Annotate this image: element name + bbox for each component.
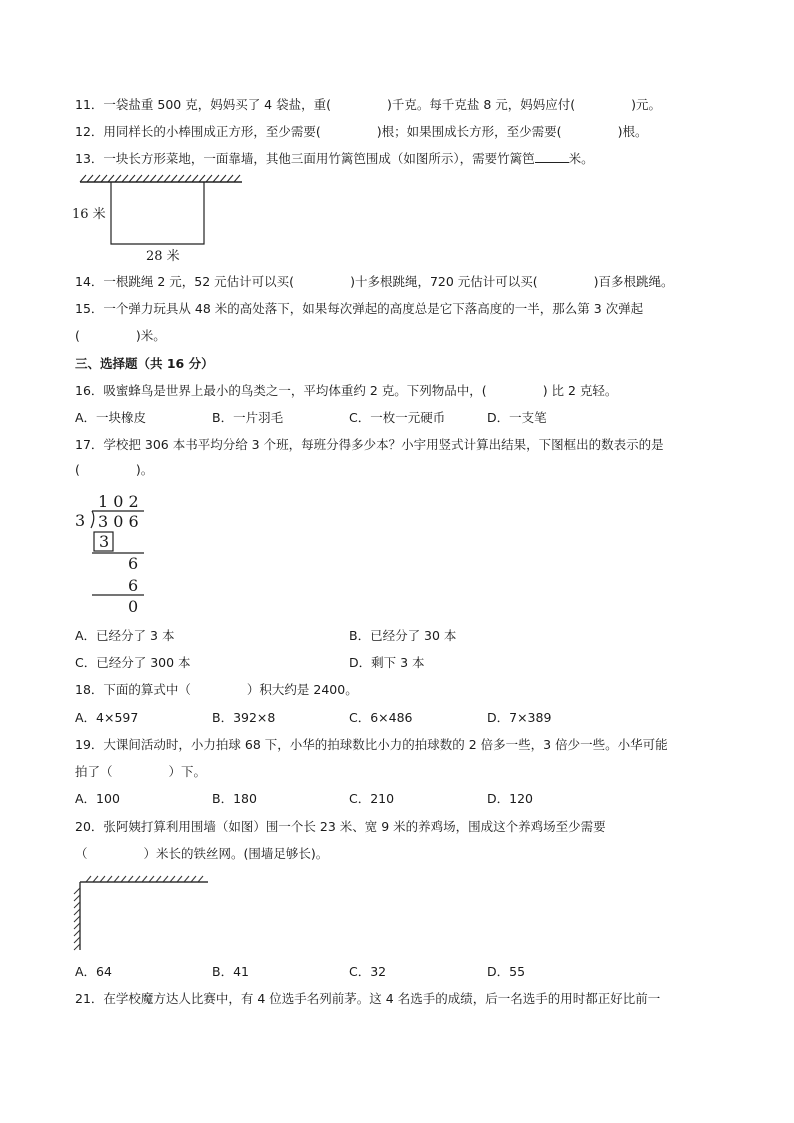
option-d[interactable]: D．55 — [487, 964, 526, 979]
long-division-figure — [70, 490, 160, 618]
question-17: 17．学校把 306 本书平均分给 3 个班，每班分得多少本？小宇用竖式计算出结果，下图框出的数表示的是 — [75, 437, 664, 452]
option-b[interactable]: B．一片羽毛 — [212, 410, 284, 425]
boxed-number: 3 — [99, 532, 110, 551]
option-a[interactable]: A．4×597 — [75, 710, 139, 725]
question-13: 13．一块长方形菜地，一面靠墙，其他三面用竹篱笆围成（如图所示），需要竹篱笆 米。 — [75, 151, 594, 166]
question-21: 21．在学校魔方达人比赛中，有 4 位选手名列前茅。这 4 名选手的成绩，后一名选手的用时都正好比前一 — [75, 991, 661, 1006]
question-14: 14．一根跳绳 2 元，52 元估计可以买( )十多根跳绳，720 元估计可以买( )百多根跳绳。 — [75, 274, 674, 289]
option-a[interactable]: A．一块橡皮 — [75, 410, 147, 425]
question-15: 15．一个弹力玩具从 48 米的高处落下，如果每次弹起的高度总是它下落高度的一半，那么第 3 次弹起 — [75, 301, 644, 316]
option-b[interactable]: B．392×8 — [212, 710, 276, 725]
option-d[interactable]: D．一支笔 — [487, 410, 547, 425]
wall-hatching — [80, 175, 242, 182]
option-d[interactable]: D．7×389 — [487, 710, 552, 725]
question-18: 18．下面的算式中（ ）积大约是 2400。 — [75, 682, 358, 697]
question-20: 20．张阿姨打算利用围墙（如图）围一个长 23 米、宽 9 米的养鸡场，围成这个养鸡场至少需要 — [75, 819, 606, 834]
option-a[interactable]: A．100 — [75, 791, 120, 806]
subtract-2: 6 — [128, 576, 139, 595]
remainder-final: 0 — [128, 597, 139, 616]
corner-wall-figure — [70, 872, 212, 954]
divisor: 3 — [75, 511, 86, 530]
question-16: 16．吸蜜蜂鸟是世界上最小的鸟类之一，平均体重约 2 克。下列物品中，( ) 比 2 克轻。 — [75, 383, 618, 398]
option-c[interactable]: C．6×486 — [349, 710, 413, 725]
garden-wall-figure — [68, 172, 248, 268]
width-label: 28 米 — [146, 249, 180, 264]
option-b[interactable]: B．已经分了 30 本 — [349, 628, 457, 643]
question-19: 19．大课间活动时，小力拍球 68 下，小华的拍球数比小力的拍球数的 2 倍多一些，3 倍少一些。小华可能 — [75, 737, 668, 752]
option-c[interactable]: C．32 — [349, 964, 387, 979]
option-a[interactable]: A．已经分了 3 本 — [75, 628, 175, 643]
option-d[interactable]: D．剩下 3 本 — [349, 655, 425, 670]
question-12: 12．用同样长的小棒围成正方形，至少需要( )根；如果围成长方形，至少需要( )根。 — [75, 124, 648, 139]
option-d[interactable]: D．120 — [487, 791, 533, 806]
option-c[interactable]: C．已经分了 300 本 — [75, 655, 191, 670]
question-19-line2: 拍了（ ）下。 — [75, 764, 207, 779]
question-11: 11．一袋盐重 500 克，妈妈买了 4 袋盐，重( )千克。每千克盐 8 元，妈妈应付( )元。 — [75, 97, 662, 112]
question-15-line2: ( )米。 — [75, 328, 166, 343]
remainder-1: 6 — [128, 554, 139, 573]
quotient: 1 0 2 — [98, 492, 139, 511]
option-b[interactable]: B．180 — [212, 791, 257, 806]
height-label: 16 米 — [72, 207, 106, 222]
fence-rectangle — [111, 182, 204, 244]
option-a[interactable]: A．64 — [75, 964, 112, 979]
option-b[interactable]: B．41 — [212, 964, 249, 979]
option-c[interactable]: C．一枚一元硬币 — [349, 410, 446, 425]
option-c[interactable]: C．210 — [349, 791, 395, 806]
answer-blank[interactable] — [535, 151, 569, 163]
question-17-line2: ( )。 — [75, 462, 154, 477]
section-heading: 三、选择题（共 16 分） — [75, 356, 214, 371]
question-20-line2: （ ）米长的铁丝网。(围墙足够长)。 — [75, 846, 329, 861]
dividend: 3 0 6 — [98, 512, 139, 531]
